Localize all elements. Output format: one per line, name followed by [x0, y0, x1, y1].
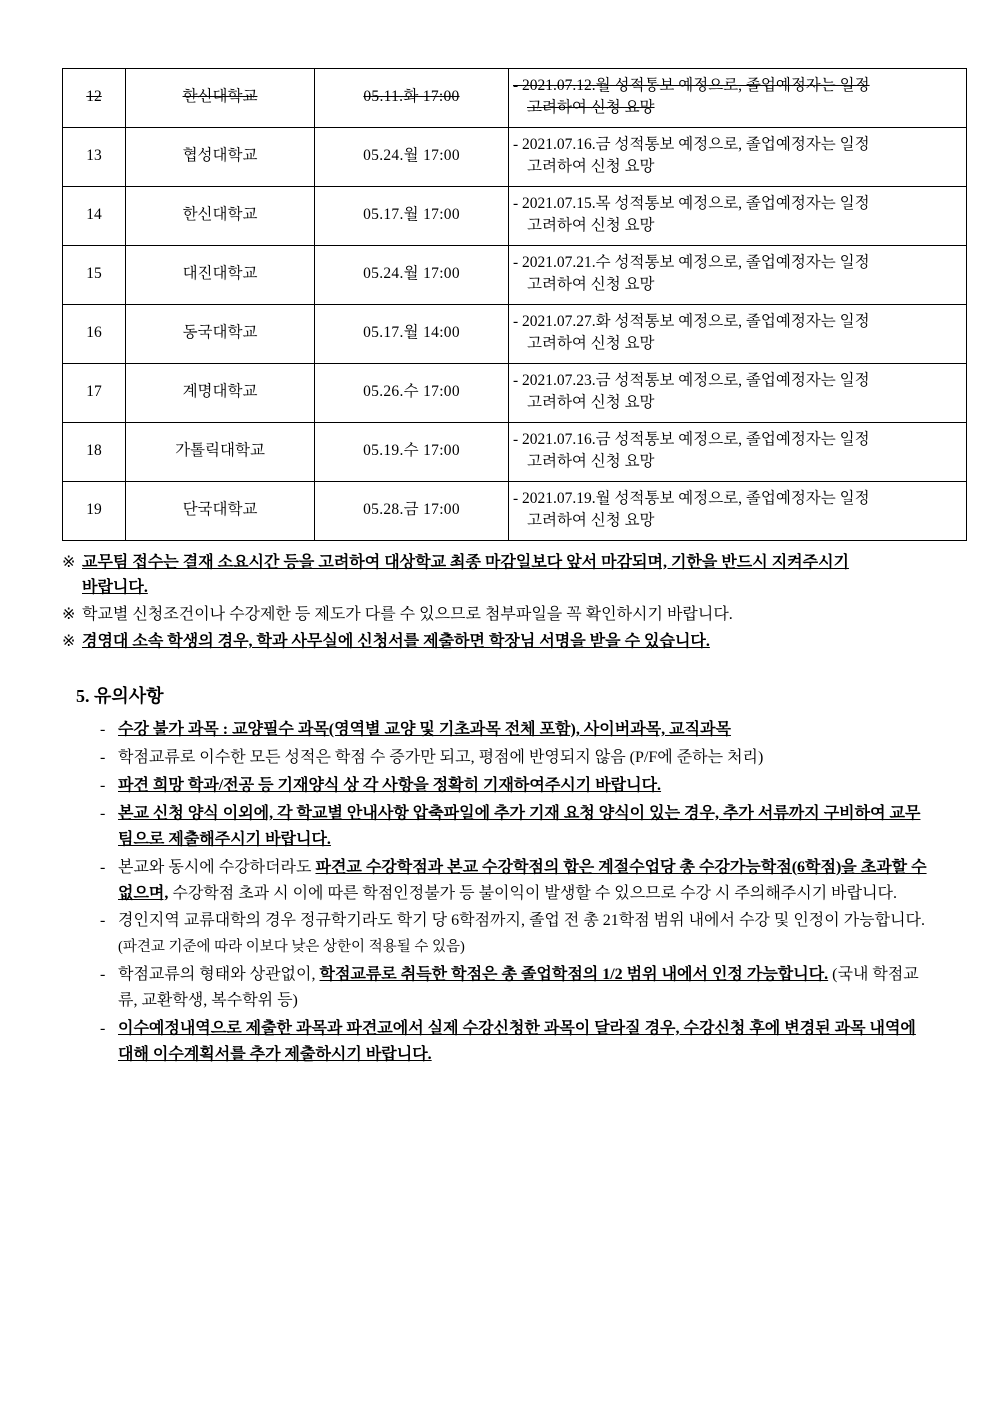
row-note-cell: - 2021.07.23.금 성적통보 예정으로, 졸업예정자는 일정 고려하여 신청 요망	[509, 363, 967, 422]
table-row	[63, 245, 967, 304]
list-item-text: 학점교류로 이수한 모든 성적은 학점 수 증가만 되고, 평점에 반영되지 않음 (P/F에 준하는 처리)	[118, 749, 764, 767]
list-item-text: 본교와 동시에 수강하더라도 파견교 수강학점과 본교 수강학점의 합은 계절수업당 총 수강가능학점(6학점)을 초과할 수 없으며, 수강학점 초과 시 이에 따른 학점인정불가 등 불이익이 발생할 수 있으므로 수강 시 주의해주시기 바랍니다.	[118, 858, 927, 902]
list-item	[100, 1016, 930, 1068]
list-item-text: 본교 신청 양식 이외에, 각 학교별 안내사항 압축파일에 추가 기재 요청 양식이 있는 경우, 추가 서류까지 구비하여 교무팀으로 제출해주시기 바랍니다.	[118, 804, 921, 848]
row-university-cell: 가톨릭대학교	[126, 422, 315, 481]
list-item	[100, 908, 930, 960]
bullet-mark-icon: -	[100, 776, 106, 794]
table-row	[63, 186, 967, 245]
star-mark-icon: ※	[62, 633, 76, 651]
row-index-cell: 18	[63, 422, 126, 481]
star-notes-block	[62, 550, 930, 656]
document-content	[62, 68, 930, 1070]
row-note-cell: - 2021.07.27.화 성적통보 예정으로, 졸업예정자는 일정 고려하여 신청 요망	[509, 304, 967, 363]
list-item-text: 이수예정내역으로 제출한 과목과 파견교에서 실제 수강신청한 과목이 달라질 경우, 수강신청 후에 변경된 과목 내역에 대해 이수계획서를 추가 제출하시기 바랍니다.	[118, 1020, 916, 1063]
list-item	[100, 745, 930, 771]
row-deadline-cell: 05.24.월 17:00	[315, 245, 509, 304]
star-note-text: 경영대 소속 학생의 경우, 학과 사무실에 신청서를 제출하면 학장님 서명을 받을 수 있습니다.	[82, 633, 710, 651]
list-item-text: 파견 희망 학과/전공 등 기재양식 상 각 사항을 정확히 기재하여주시기 바랍니다.	[118, 776, 662, 794]
list-item	[100, 962, 930, 1014]
row-university-cell: 한신대학교	[126, 186, 315, 245]
star-note	[62, 550, 930, 602]
row-university-cell: 단국대학교	[126, 481, 315, 540]
row-index-cell: 15	[63, 245, 126, 304]
bullet-mark-icon: -	[100, 912, 106, 930]
row-deadline-cell: 05.17.월 17:00	[315, 186, 509, 245]
row-note-cell: - 2021.07.16.금 성적통보 예정으로, 졸업예정자는 일정 고려하여 신청 요망	[509, 422, 967, 481]
row-university-cell: 대진대학교	[126, 245, 315, 304]
bullet-mark-icon: -	[100, 966, 106, 984]
schedule-table-body	[63, 69, 967, 541]
star-note	[62, 602, 930, 628]
row-note-cell: - 2021.07.12.월 성적통보 예정으로, 졸업예정자는 일정 고려하여 신청 요망	[509, 69, 967, 128]
bullet-mark-icon: -	[100, 721, 106, 739]
row-note-cell: - 2021.07.19.월 성적통보 예정으로, 졸업예정자는 일정 고려하여 신청 요망	[509, 481, 967, 540]
list-item	[100, 717, 930, 743]
row-index-cell: 16	[63, 304, 126, 363]
row-note-cell: - 2021.07.16.금 성적통보 예정으로, 졸업예정자는 일정 고려하여 신청 요망	[509, 127, 967, 186]
schedule-table	[62, 68, 967, 541]
star-note	[62, 629, 930, 655]
list-item-text: 학점교류의 형태와 상관없이, 학점교류로 취득한 학점은 총 졸업학점의 1/2 범위 내에서 인정 가능합니다. (국내 학점교류, 교환학생, 복수학위 등)	[118, 966, 919, 1010]
bullet-mark-icon: -	[100, 749, 106, 767]
star-note-text: 교무팀 접수는 결재 소요시간 등을 고려하여 대상학교 최종 마감일보다 앞서 마감되며, 기한을 반드시 지켜주시기 바랍니다.	[82, 553, 849, 597]
list-item-text: 수강 불가 과목 : 교양필수 과목(영역별 교양 및 기초과목 전체 포함), 사이버과목, 교직과목	[118, 721, 731, 739]
list-item	[100, 773, 930, 799]
bullet-mark-icon: -	[100, 804, 106, 822]
row-deadline-cell: 05.11.화 17:00	[315, 69, 509, 128]
star-note-text: 학교별 신청조건이나 수강제한 등 제도가 다를 수 있으므로 첨부파일을 꼭 확인하시기 바랍니다.	[82, 606, 733, 624]
row-university-cell: 계명대학교	[126, 363, 315, 422]
row-university-cell: 동국대학교	[126, 304, 315, 363]
row-deadline-cell: 05.28.금 17:00	[315, 481, 509, 540]
section-title: 5. 유의사항	[76, 686, 164, 707]
bullet-mark-icon: -	[100, 1020, 106, 1038]
notice-bullet-list	[62, 717, 930, 1068]
list-item	[100, 801, 930, 853]
star-mark-icon: ※	[62, 606, 76, 624]
row-deadline-cell: 05.17.월 14:00	[315, 304, 509, 363]
table-row	[63, 69, 967, 128]
list-item-text: 경인지역 교류대학의 경우 정규학기라도 학기 당 6학점까지, 졸업 전 총 21학점 범위 내에서 수강 및 인정이 가능합니다. (파견교 기준에 따라 이보다 낮은 상한이 적용될 수 있음)	[118, 912, 925, 956]
row-deadline-cell: 05.24.월 17:00	[315, 127, 509, 186]
row-university-cell: 협성대학교	[126, 127, 315, 186]
row-index-cell: 19	[63, 481, 126, 540]
table-row	[63, 304, 967, 363]
table-row	[63, 481, 967, 540]
row-index-cell: 13	[63, 127, 126, 186]
row-index-cell: 14	[63, 186, 126, 245]
list-item	[100, 855, 930, 907]
bullet-mark-icon: -	[100, 858, 106, 876]
table-row	[63, 363, 967, 422]
table-row	[63, 127, 967, 186]
row-index-cell: 12	[63, 69, 126, 128]
row-note-cell: - 2021.07.21.수 성적통보 예정으로, 졸업예정자는 일정 고려하여 신청 요망	[509, 245, 967, 304]
table-row	[63, 422, 967, 481]
star-mark-icon: ※	[62, 553, 76, 571]
row-deadline-cell: 05.19.수 17:00	[315, 422, 509, 481]
row-university-cell: 한신대학교	[126, 69, 315, 128]
row-note-cell: - 2021.07.15.목 성적통보 예정으로, 졸업예정자는 일정 고려하여 신청 요망	[509, 186, 967, 245]
row-deadline-cell: 05.26.수 17:00	[315, 363, 509, 422]
row-index-cell: 17	[63, 363, 126, 422]
